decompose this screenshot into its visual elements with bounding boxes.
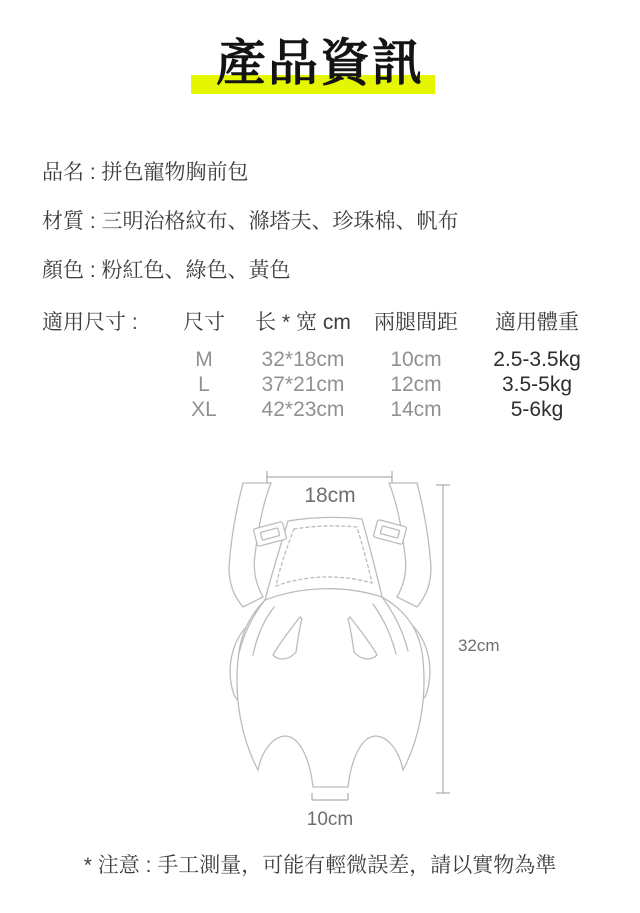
detail-value: 三明治格紋布、滌塔夫、珍珠棉、帆布: [101, 210, 459, 233]
table-cell: 10cm: [390, 348, 442, 371]
table-cell: 5-6kg: [510, 398, 564, 421]
column-header-dimensions: 长 * 宽 cm: [255, 311, 351, 334]
detail-colon: :: [84, 210, 102, 233]
top-width-label: 18cm: [304, 484, 356, 507]
right-strap: [389, 483, 431, 607]
detail-line-color: [42, 259, 459, 283]
detail-value: 拼色寵物胸前包: [101, 161, 249, 184]
detail-value: 粉紅色、綠色、黃色: [101, 259, 291, 282]
top-width-dimension: [267, 471, 392, 483]
size-table-caption: 適用尺寸 :: [42, 311, 138, 334]
table-cell: L: [198, 373, 210, 396]
detail-label: 品名: [42, 161, 84, 184]
table-cell: 3.5-5kg: [501, 373, 573, 396]
detail-colon: :: [84, 161, 102, 184]
table-cell: 37*21cm: [261, 373, 345, 396]
carrier-diagram-svg: [170, 455, 510, 855]
carrier-drawing: [229, 483, 431, 787]
table-cell: 12cm: [390, 373, 442, 396]
pouch-body: [237, 586, 424, 787]
page-header: [0, 34, 640, 92]
bottom-width-dimension: [312, 793, 348, 800]
product-details: [42, 161, 459, 308]
table-cell: 2.5-3.5kg: [493, 348, 581, 371]
size-table: [160, 311, 600, 422]
page-title: [216, 34, 424, 92]
side-height-label: 32cm: [458, 636, 500, 655]
measurement-disclaimer: * 注意 : 手工測量，可能有輕微誤差，請以實物為準: [83, 854, 557, 877]
column-header-leg-gap: 兩腿間距: [374, 311, 458, 334]
detail-label: 顏色: [42, 259, 84, 282]
detail-line-material: [42, 210, 459, 234]
column-header-size: 尺寸: [183, 311, 225, 334]
page-title-text: 產品資訊: [216, 35, 424, 91]
column-header-weight: 適用體重: [495, 311, 579, 334]
detail-line-name: [42, 161, 459, 185]
table-cell: 14cm: [390, 398, 442, 421]
table-cell: 42*23cm: [261, 398, 345, 421]
detail-label: 材質: [42, 210, 84, 233]
table-cell: 32*18cm: [261, 348, 345, 371]
table-cell: XL: [191, 398, 217, 421]
detail-colon: :: [84, 259, 102, 282]
bottom-width-label: 10cm: [306, 809, 354, 830]
side-height-dimension: [436, 485, 450, 793]
carrier-measurement-diagram: [170, 455, 510, 855]
table-cell: M: [195, 348, 213, 371]
